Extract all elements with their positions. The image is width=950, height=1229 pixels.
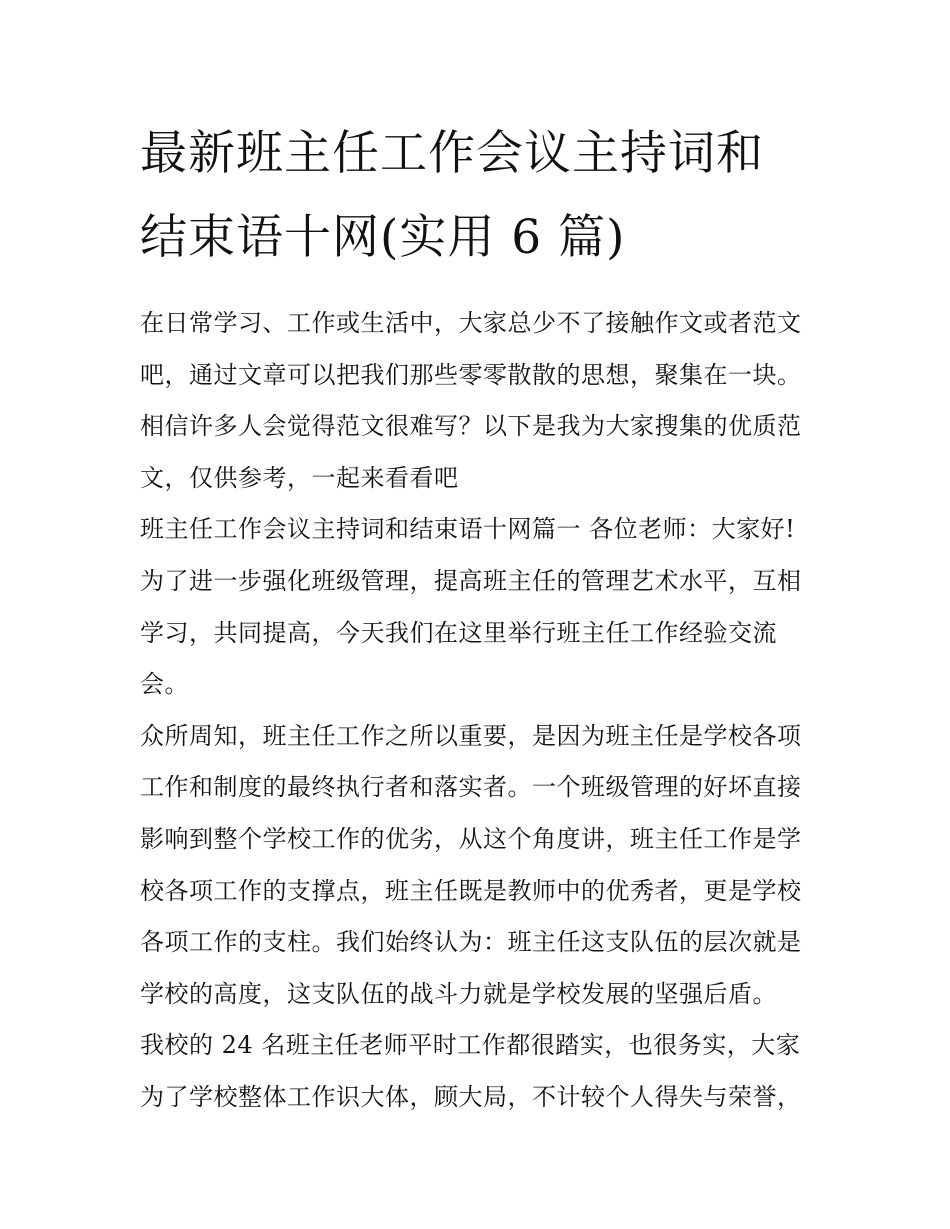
- text-line: 学习，共同提高，今天我们在这里举行班主任工作经验交流: [140, 618, 777, 647]
- paragraph-importance: [140, 711, 815, 1021]
- text-line: 为了学校整体工作识大体，顾大局，不计较个人得失与荣誉，: [140, 1082, 802, 1111]
- text-line: 吧，通过文章可以把我们那些零零散散的思想，聚集在一块。: [140, 360, 802, 389]
- text-line: 影响到整个学校工作的优劣，从这个角度讲，班主任工作是学: [140, 824, 802, 853]
- document-body: [140, 298, 815, 1124]
- paragraph-opening: [140, 504, 815, 710]
- text-line: 在日常学习、工作或生活中，大家总少不了接触作文或者范文: [140, 309, 802, 337]
- paragraph-teachers: [140, 1020, 815, 1123]
- paragraph-intro: [140, 298, 815, 504]
- title-line-1: 最新班主任工作会议主持词和: [140, 126, 764, 181]
- document-page: [140, 112, 815, 1124]
- text-line: 相信许多人会觉得范文很难写？以下是我为大家搜集的优质范: [140, 412, 802, 441]
- text-line: 学校的高度，这支队伍的战斗力就是学校发展的坚强后盾。: [140, 979, 777, 1008]
- text-line: 班主任工作会议主持词和结束语十网篇一 各位老师：大家好!: [140, 515, 796, 544]
- document-title: [140, 112, 815, 280]
- text-line: 会。: [140, 670, 189, 699]
- text-line: 众所周知，班主任工作之所以重要，是因为班主任是学校各项: [140, 721, 802, 750]
- text-line: 文，仅供参考，一起来看看吧: [140, 463, 459, 492]
- text-line: 我校的 24 名班主任老师平时工作都很踏实，也很务实，大家: [140, 1031, 801, 1060]
- text-line: 各项工作的支柱。我们始终认为：班主任这支队伍的层次就是: [140, 928, 802, 957]
- title-line-2: 结束语十网(实用 6 篇): [140, 210, 626, 265]
- text-line: 工作和制度的最终执行者和落实者。一个班级管理的好坏直接: [140, 773, 802, 802]
- text-line: 为了进一步强化班级管理，提高班主任的管理艺术水平，互相: [140, 566, 802, 595]
- text-line: 校各项工作的支撑点，班主任既是教师中的优秀者，更是学校: [140, 876, 802, 905]
